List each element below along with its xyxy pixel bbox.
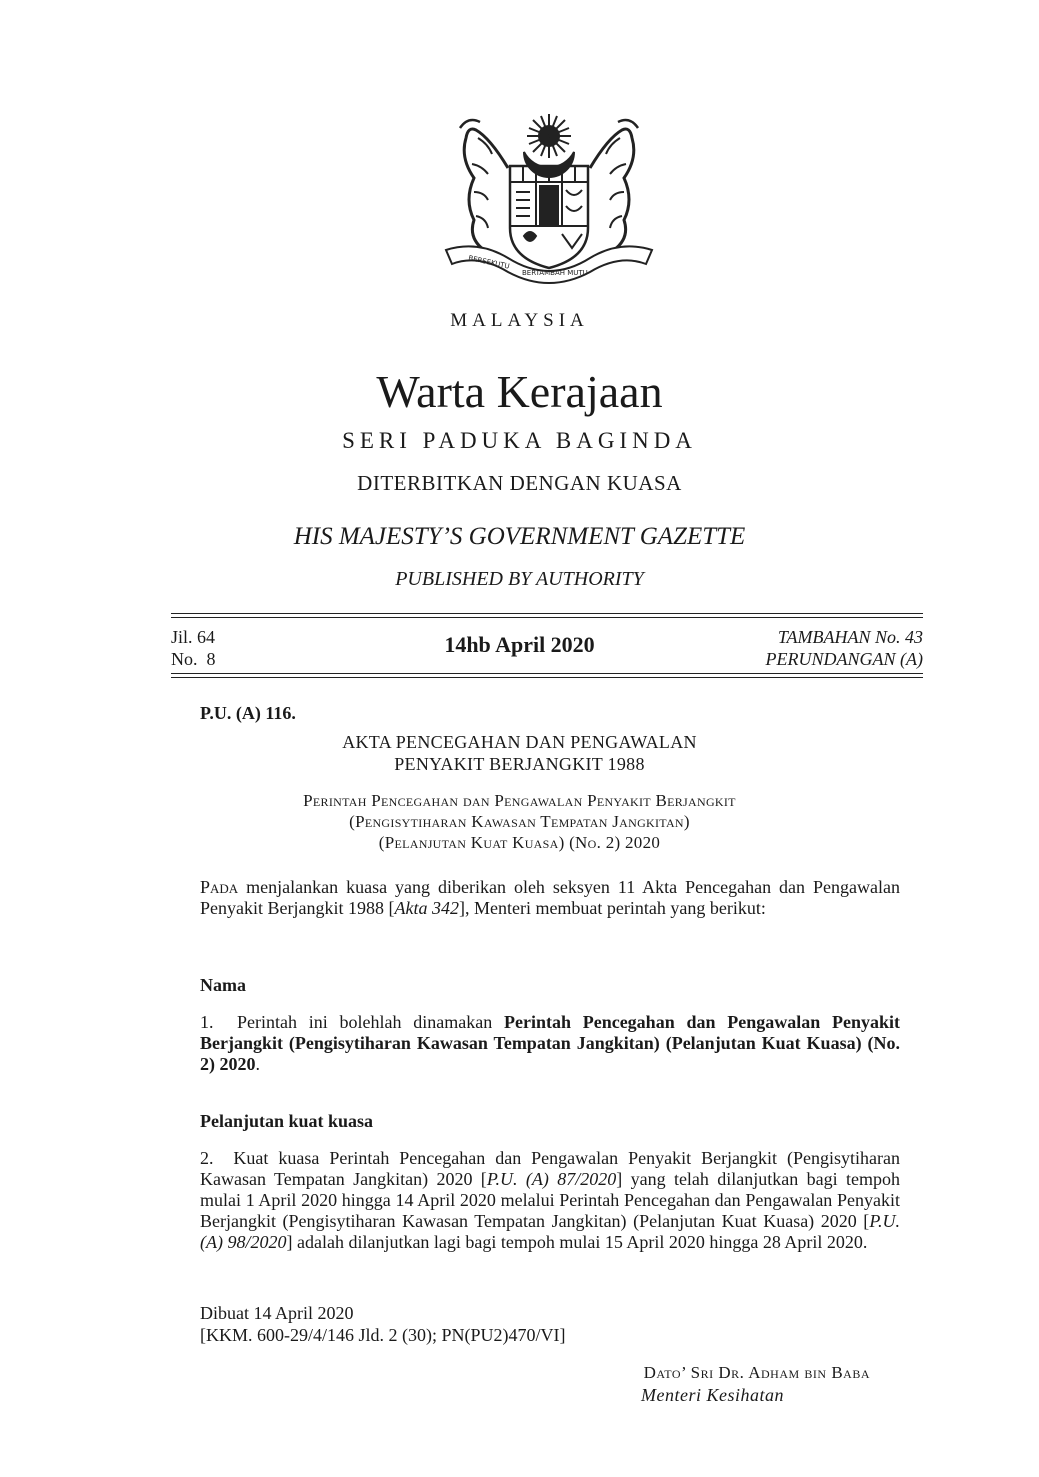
signatory-name: Dato’ Sri Dr. Adham bin Baba xyxy=(643,1363,870,1382)
volume: Jil. 64 xyxy=(171,627,216,647)
preamble-text-1: menjalankan kuasa yang diberikan oleh seksyen 11 Akta Pencegahan dan Pengawalan Penyakit Berjangkit 1988 [ xyxy=(200,877,900,918)
section-1-body xyxy=(200,1012,900,1075)
section-2-text-1: 2. Kuat kuasa Perintah Pencegahan dan Pengawalan Penyakit Berjangkit (Pengisytiharan Kawasan Tempatan Jangkitan) 2020 [ xyxy=(200,1148,905,1189)
supplement-block xyxy=(766,626,923,670)
crest-motto-right: BERTAMBAH MUTU xyxy=(522,269,588,277)
section-1-text: 1. Perintah ini bolehlah dinamakan xyxy=(200,1012,504,1032)
section-2-ref-2: P.U. (A) 98/2020 xyxy=(200,1211,900,1252)
gazette-title: Warta Kerajaan xyxy=(376,366,663,417)
order-title xyxy=(0,790,1039,853)
act-title-line-2: PENYAKIT BERJANGKIT 1988 xyxy=(394,754,645,774)
preamble-first-word: Pada xyxy=(200,877,239,897)
section-2-text-3: ] adalah dilanjutkan lagi bagi tempoh mulai 15 April 2020 hingga 28 April 2020. xyxy=(286,1232,868,1252)
order-title-line-2: (Pengisytiharan Kawasan Tempatan Jangkitan) xyxy=(349,812,690,831)
pu-number: P.U. (A) 116. xyxy=(200,703,296,723)
divider-bottom-1 xyxy=(171,673,923,674)
section-2-body xyxy=(200,1148,905,1253)
act-title xyxy=(0,731,1039,775)
file-reference: [KKM. 600-29/4/146 Jld. 2 (30); PN(PU2)470/VI] xyxy=(200,1325,566,1345)
divider-top-2 xyxy=(171,617,923,618)
legislation-category: PERUNDANGAN (A) xyxy=(765,649,923,669)
country-name: MALAYSIA xyxy=(450,310,589,331)
section-2-text-2: ] yang telah dilanjutkan bagi tempoh mulai 1 April 2020 hingga 14 April 2020 melalui Perintah Pencegahan dan Pengawalan Penyakit Berjangkit (Pengisytiharan Kawasan Tempatan Jangkitan) (Pelanjutan Kuat Kuasa) 2020 [ xyxy=(200,1169,900,1231)
made-block xyxy=(200,1302,565,1346)
published-malay: DITERBITKAN DENGAN KUASA xyxy=(357,471,682,495)
order-title-line-3: (Pelanjutan Kuat Kuasa) (No. 2) 2020 xyxy=(378,833,661,852)
act-title-line-1: AKTA PENCEGAHAN DAN PENGAWALAN xyxy=(342,732,697,752)
crest-motto-left: BERSEKUTU xyxy=(467,254,511,271)
divider-top-1 xyxy=(171,613,923,614)
divider-bottom-2 xyxy=(171,677,923,678)
preamble-text-2: ], Menteri membuat perintah yang berikut: xyxy=(458,898,766,918)
preamble xyxy=(200,877,900,919)
section-1-citation: Perintah Pencegahan dan Pengawalan Penyakit Berjangkit (Pengisytiharan Kawasan Tempatan Jangkitan) (Pelanjutan Kuat Kuasa) (No. 2) 2020 xyxy=(200,1012,901,1074)
issue-number: No. 8 xyxy=(171,649,216,669)
gazette-title-english: HIS MAJESTY’S GOVERNMENT GAZETTE xyxy=(293,523,746,550)
section-1-heading: Nama xyxy=(200,975,246,995)
issue-date: 14hb April 2020 xyxy=(444,632,595,657)
section-2-heading: Pelanjutan kuat kuasa xyxy=(200,1111,374,1131)
coat-of-arms-emblem xyxy=(438,108,660,286)
gazette-series: SERI PADUKA BAGINDA xyxy=(342,428,697,453)
order-title-line-1: Perintah Pencegahan dan Pengawalan Penyakit Berjangkit xyxy=(303,791,736,810)
published-english: PUBLISHED BY AUTHORITY xyxy=(395,568,644,590)
made-date: Dibuat 14 April 2020 xyxy=(200,1303,354,1323)
supplement-number: TAMBAHAN No. 43 xyxy=(777,627,923,647)
section-1-end: . xyxy=(255,1054,260,1074)
preamble-act-ref: Akta 342 xyxy=(394,898,459,918)
signatory-title: Menteri Kesihatan xyxy=(641,1385,784,1405)
section-2-ref-1: P.U. (A) 87/2020 xyxy=(486,1169,617,1189)
